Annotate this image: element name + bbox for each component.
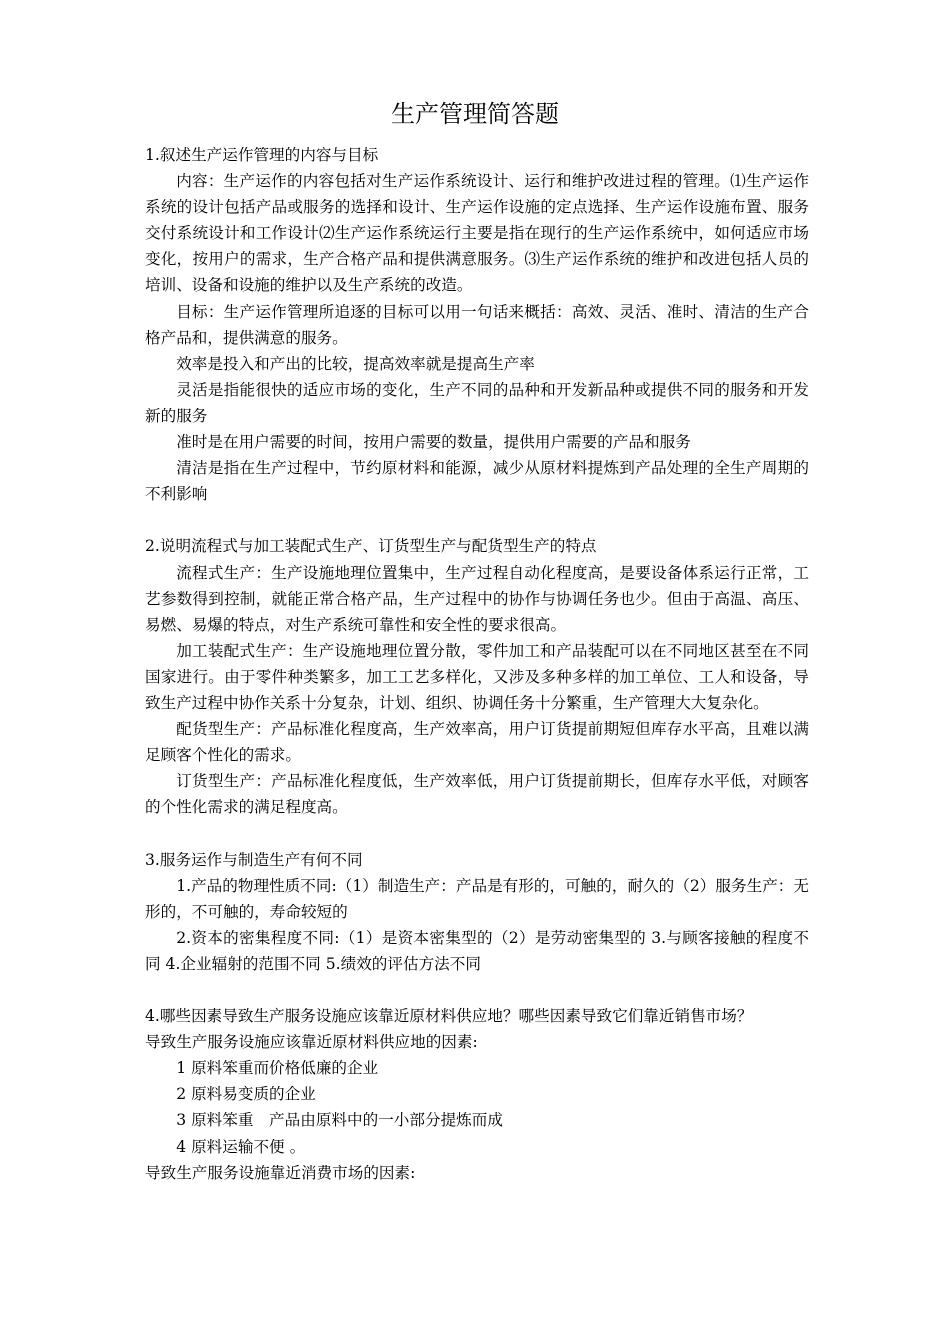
document-title: 生产管理简答题	[391, 100, 559, 128]
section-2-heading: 2.说明流程式与加工装配式生产、订货型生产与配货型生产的特点	[145, 537, 597, 556]
section-spacer	[145, 977, 809, 1003]
section-2-paragraph-make-to-stock: 配货型生产：产品标准化程度高，生产效率高，用户订货提前期短但库存水平高，且难以满足顾客个性化的需求。	[145, 720, 809, 765]
section-3-heading: 3.服务运作与制造生产有何不同	[145, 850, 363, 869]
section-3-paragraph-physical: 1.产品的物理性质不同:（1）制造生产：产品是有形的，可触的，耐久的（2）服务生产：无形的，不可触的，寿命较短的	[145, 876, 809, 921]
section-2-paragraph-flow: 流程式生产：生产设施地理位置集中，生产过程自动化程度高，是要设备体系运行正常，工艺参数得到控制，就能正常合格产品，生产过程中的协作与协调任务也少。但由于高温、高压、易燃、易爆的特点，对生产系统可靠性和安全性的要求很高。	[145, 563, 809, 634]
document-body	[145, 142, 809, 1186]
section-2-paragraph-assembly: 加工装配式生产：生产设施地理位置分散，零件加工和产品装配可以在不同地区甚至在不同国家进行。由于零件种类繁多，加工工艺多样化，又涉及多种多样的加工单位、工人和设备，导致生产过程中协作关系十分复杂，计划、组织、协调任务十分繁重，生产管理大大复杂化。	[145, 641, 809, 712]
section-4-intro: 导致生产服务设施应该靠近原材料供应地的因素:	[145, 1033, 478, 1052]
section-4-heading: 4.哪些因素导致生产服务设施应该靠近原材料供应地？哪些因素导致它们靠近销售市场？	[145, 1007, 753, 1026]
section-4-outro: 导致生产服务设施靠近消费市场的因素:	[145, 1163, 416, 1182]
section-1-paragraph-content: 内容：生产运作的内容包括对生产运作系统设计、运行和维护改进过程的管理。⑴生产运作系统的设计包括产品或服务的选择和设计、生产运作设施的定点选择、生产运作设施布置、服务交付系统设计和工作设计⑵生产运作系统运行主要是指在现行的生产运作系统中，如何适应市场变化，按用户的需求，生产合格产品和提供满意服务。⑶生产运作系统的维护和改进包括人员的培训、设备和设施的维护以及生产系统的改造。	[145, 172, 809, 295]
section-1-paragraph-cleanliness: 清洁是指在生产过程中，节约原材料和能源，减少从原材料提炼到产品处理的全生产周期的不利影响	[145, 459, 809, 504]
section-3-paragraph-capital: 2.资本的密集程度不同:（1）是资本密集型的（2）是劳动密集型的 3.与顾客接触的程度不同 4.企业辐射的范围不同 5.绩效的评估方法不同	[145, 928, 809, 973]
section-1-paragraph-goal: 目标：生产运作管理所追逐的目标可以用一句话来概括：高效、灵活、准时、清洁的生产合格产品和，提供满意的服务。	[145, 302, 809, 347]
section-1-heading: 1.叙述生产运作管理的内容与目标	[145, 146, 379, 164]
section-spacer	[145, 820, 809, 846]
section-spacer	[145, 507, 809, 533]
section-2-paragraph-make-to-order: 订货型生产：产品标准化程度低，生产效率低，用户订货提前期长，但库存水平低，对顾客的个性化需求的满足程度高。	[145, 772, 809, 817]
section-1-paragraph-flexibility: 灵活是指能很快的适应市场的变化，生产不同的品种和开发新品种或提供不同的服务和开发新的服务	[145, 380, 809, 425]
section-4-list-item: 1 原料笨重而价格低廉的企业	[176, 1059, 379, 1078]
section-4-list-item: 3 原料笨重 产品由原料中的一小部分提炼而成	[176, 1111, 503, 1130]
section-1-paragraph-punctuality: 准时是在用户需要的时间，按用户需要的数量，提供用户需要的产品和服务	[176, 433, 691, 452]
section-4-list-item: 4 原料运输不便 。	[176, 1137, 306, 1156]
section-1-paragraph-efficiency: 效率是投入和产出的比较，提高效率就是提高生产率	[176, 354, 535, 373]
section-4-list-item: 2 原料易变质的企业	[176, 1085, 316, 1104]
